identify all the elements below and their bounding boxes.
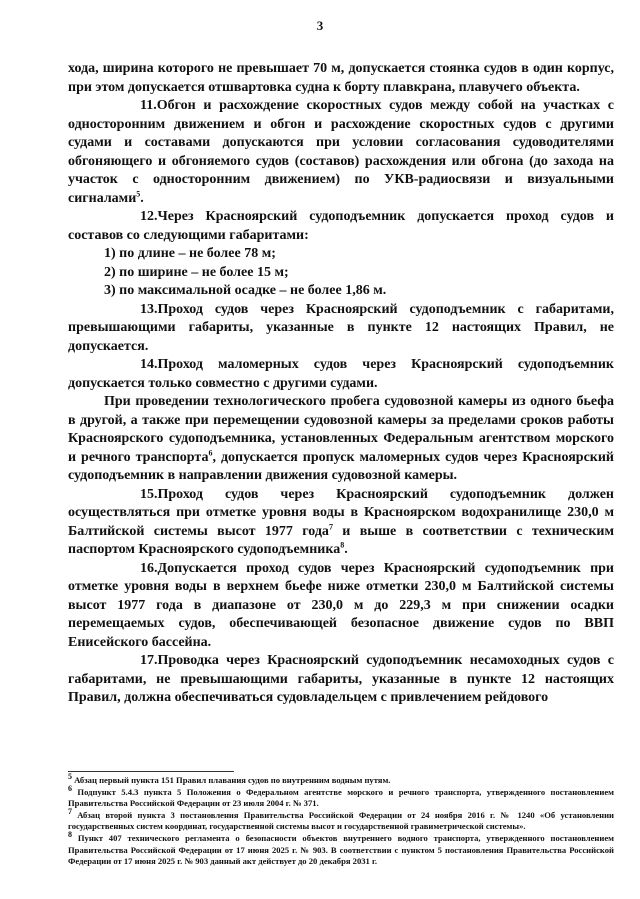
footnote-ref[interactable]: 6 [208, 447, 213, 457]
paragraph-15 [68, 486, 614, 560]
list-item: 3) по максимальной осадке – не более 1,86 м. [104, 283, 387, 298]
paragraph-text: , допускается пропуск маломерных судов через Красноярский судоподъемник в направлении движения судовозной камеры. [68, 449, 614, 483]
footnote [68, 806, 614, 833]
footnote-mark: 6 [68, 783, 72, 793]
footnote-mark: 5 [68, 772, 72, 782]
footnote-ref[interactable]: 7 [328, 521, 333, 531]
paragraph-12 [68, 208, 614, 245]
paragraph-number: 13. [140, 301, 158, 317]
paragraph-16 [68, 560, 614, 653]
footnote-mark: 8 [68, 830, 72, 840]
footnotes [68, 772, 614, 868]
footnote-text: Пункт 407 технического регламента о безопасности объектов внутреннего водного транспорта, утвержденного постановлением Правительства Российской Федерации от 17 июня 2025 г. № 903. В соответствии с пунктом 5 постановления Правительства Российской Федерации от 17 июня 2025 г. № 903 данный акт действует до 20 декабря 2031 г. [68, 832, 614, 867]
footnote-ref[interactable]: 8 [340, 540, 345, 550]
footnote [68, 783, 614, 810]
paragraph-number: 14. [140, 357, 158, 372]
footnote-text: Абзац первый пункта 151 Правил плавания судов по внутренним водным путям. [74, 775, 391, 785]
paragraph-text: Допускается проход судов через Красноярский судоподъемник при отметке уровня воды в верхнем бьефе ниже отметки 230,0 м Балтийской системы высот 1977 года в диапазоне от 230,0 м до 229,3 м при снижении осадки перемещаемых судов, обеспечивающей безопасное движение судов по ВВП Енисейского бассейна. [68, 560, 614, 650]
footnote [68, 772, 614, 787]
list-item: 1) по длине – не более 78 м; [104, 246, 276, 261]
footnote-separator [68, 771, 234, 772]
footnote-text: Подпункт 5.4.3 пункта 5 Положения о Федеральном агентстве морского и речного транспорта, утвержденного постановлением Правительства Российской Федерации от 23 июля 2004 г. № 371. [68, 786, 614, 809]
paragraph-14-second [68, 393, 614, 486]
paragraph-number: 12. [140, 209, 158, 224]
paragraph-text: Проводка через Красноярский судоподъемник несамоходных судов с габаритами, не превышающими габариты, указанные в пункте 12 настоящих Правил, должна обеспечиваться судовладельцем с привлечением рейдового [68, 653, 614, 705]
paragraph-text: Обгон и расхождение скоростных судов между собой на участках с односторонним движением и обгон и расхождение скоростных судов с другими судами и составами допускаются при условии согласования судоводителями обгоняющего и обгоняемого судов (составов) расхождения или обгона (до захода на участок с односторонним движением) по УКВ-радиосвязи и визуальными сигналами [68, 98, 614, 206]
footnote-mark: 7 [68, 806, 72, 816]
paragraph-continuation: хода, ширина которого не превышает 70 м, допускается стоянка судов в один корпус, при этом допускается отшвартовка судна к борту плавкрана, плавучего объекта. [68, 61, 614, 95]
paragraph-text: и выше в соответствии с техническим паспортом Красноярского судоподъемника [68, 523, 615, 557]
paragraph-text: При проведении технологического пробега судовозной камеры из одного бьефа в другой, а также при перемещении судовозной камеры за пределами сроков работы Красноярского судоподъемника, установленных Федеральным агентством морского и речного транспорта [68, 394, 614, 465]
paragraph-end: . [140, 190, 144, 206]
paragraph-number: 16. [140, 560, 158, 576]
paragraph-text: Проход маломерных судов через Красноярский судоподъемник допускается только совместно с другими судами. [68, 357, 614, 391]
paragraph-number: 11. [140, 98, 157, 113]
footnote-ref[interactable]: 5 [136, 188, 141, 198]
list-item: 2) по ширине – не более 15 м; [104, 264, 289, 280]
footnote-text: Абзац второй пункта 3 постановления Правительства Российской Федерации от 24 ноября 2016 г. № 1240 «Об установлении государственных систем координат, государственной системы высот и государственной гравиметрической системы». [68, 809, 614, 832]
paragraph-number: 17. [140, 653, 158, 668]
paragraph-text: Проход судов через Красноярский судоподъемник должен осуществляться при отметке уровня воды в Красноярском водохранилище 230,0 м Балтийской системы высот 1977 года [68, 486, 614, 539]
paragraph-14 [68, 356, 614, 393]
paragraph-number: 15. [140, 486, 158, 502]
page-number: 3 [316, 18, 324, 33]
document-body [68, 60, 614, 708]
paragraph-13 [68, 301, 614, 357]
paragraph-17 [68, 652, 614, 708]
paragraph-text: Через Красноярский судоподъемник допускается проход судов и составов со следующими габаритами: [68, 209, 614, 243]
paragraph-text: Проход судов через Красноярский судоподъемник с габаритами, превышающими габариты, указанные в пункте 12 настоящих Правил, не допускается. [68, 301, 614, 354]
paragraph-11 [68, 97, 614, 208]
paragraph-end: . [344, 542, 348, 557]
footnote [68, 830, 614, 868]
